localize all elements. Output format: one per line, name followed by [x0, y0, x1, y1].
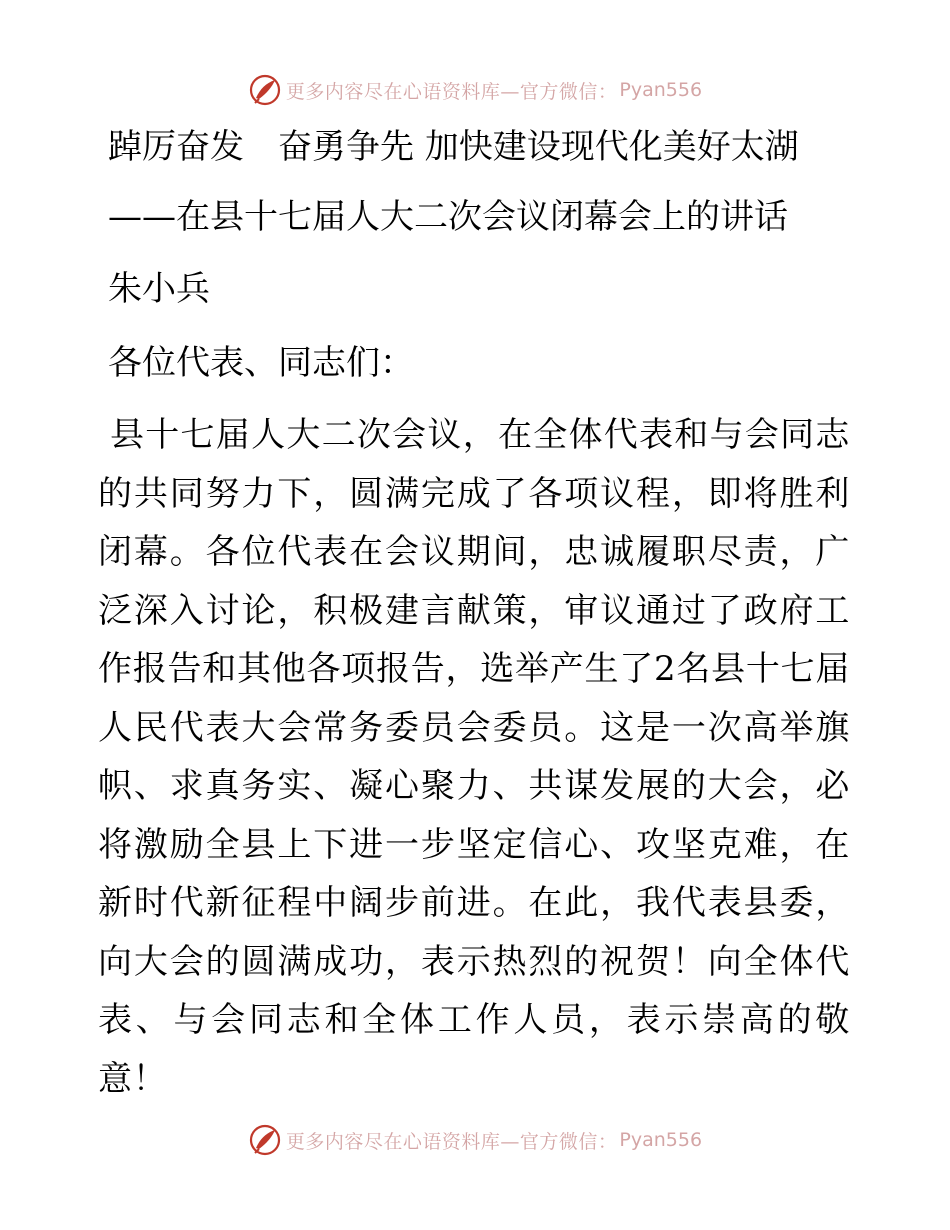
document-title: 踔厉奋发 奋勇争先 加快建设现代化美好太湖	[108, 127, 799, 167]
header-watermark-banner	[0, 70, 950, 110]
document-subtitle: ——在县十七届人大二次会议闭幕会上的讲话	[108, 197, 788, 237]
document-author: 朱小兵	[108, 269, 210, 309]
footer-banner-wechat-id: Pyan556	[619, 1129, 703, 1151]
document-greeting: 各位代表、同志们：	[108, 343, 414, 383]
header-banner-wechat-id: Pyan556	[619, 79, 703, 101]
document-body	[98, 118, 858, 1142]
quill-logo-icon	[248, 1123, 282, 1157]
footer-banner-text: 更多内容尽在心语资料库—官方微信：	[285, 1130, 618, 1153]
header-banner-text: 更多内容尽在心语资料库—官方微信：	[285, 80, 618, 103]
footer-watermark-banner	[0, 1120, 950, 1160]
document-paragraph: 县十七届人大二次会议，在全体代表和与会同志的共同努力下，圆满完成了各项议程，即将胜利闭幕。各位代表在会议期间，忠诚履职尽责，广泛深入讨论，积极建言献策，审议通过了政府工作报告和其他各项报告，选举产生了2名县十七届人民代表大会常务委员会委员。这是一次高举旗帜、求真务实、凝心聚力、共谋发展的大会，必将激励全县上下进一步坚定信心、攻坚克难，在新时代新征程中阔步前进。在此，我代表县委，向大会的圆满成功，表示热烈的祝贺！向全体代表、与会同志和全体工作人员，表示崇高的敬意！	[98, 415, 850, 1099]
quill-logo-icon	[248, 73, 282, 107]
